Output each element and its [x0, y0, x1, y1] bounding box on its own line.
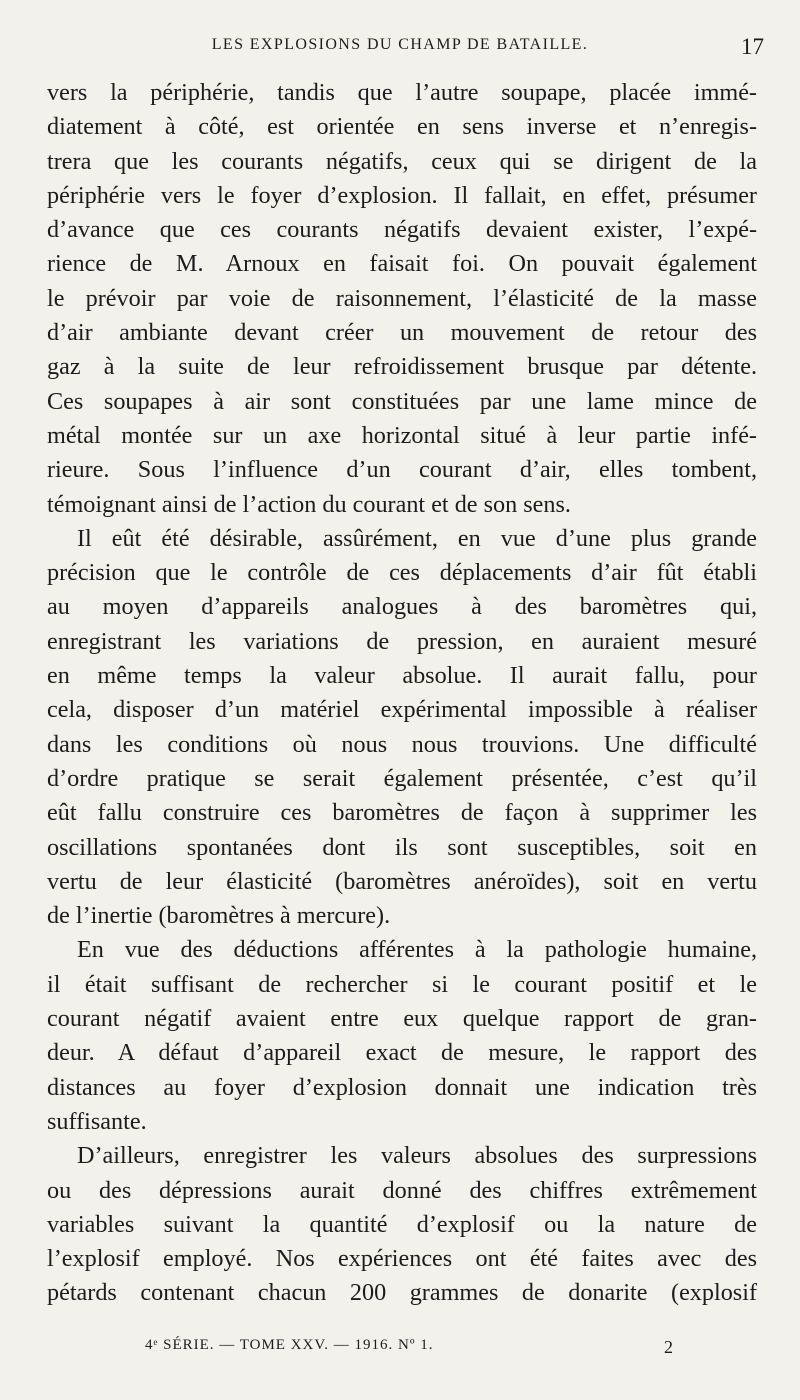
- text-line: périphérie vers le foyer d’explosion. Il fallait, en effet, présumer: [47, 181, 757, 209]
- text-line: rience de M. Arnoux en faisait foi. On pouvait également: [47, 250, 757, 278]
- text-line: d’avance que ces courants négatifs devaient exister, l’expé-: [47, 216, 757, 244]
- text-line: dans les conditions où nous nous trouvions. Une difficulté: [47, 730, 757, 758]
- text-line: oscillations spontanées dont ils sont susceptibles, soit en: [47, 833, 757, 861]
- text-line: de l’inertie (baromètres à mercure).: [47, 902, 391, 930]
- text-line: deur. A défaut d’appareil exact de mesure, le rapport des: [47, 1039, 757, 1067]
- text-line: suffisante.: [47, 1107, 147, 1135]
- text-line: d’air ambiante devant créer un mouvement de retour des: [47, 319, 757, 347]
- text-line: eût fallu construire ces baromètres de façon à supprimer les: [47, 799, 757, 827]
- text-line: vertu de leur élasticité (baromètres anéroïdes), soit en vertu: [47, 867, 757, 895]
- text-line: courant négatif avaient entre eux quelque rapport de gran-: [47, 1005, 757, 1033]
- text-line: l’explosif employé. Nos expériences ont été faites avec des: [47, 1245, 757, 1273]
- running-title: LES EXPLOSIONS DU CHAMP DE BATAILLE.: [211, 36, 589, 53]
- text-line: Il eût été désirable, assûrément, en vue d’une plus grande: [77, 524, 757, 552]
- running-head: [0, 34, 800, 60]
- text-line: vers la périphérie, tandis que l’autre soupape, placée immé-: [47, 79, 757, 106]
- text-line: au moyen d’appareils analogues à des baromètres qui,: [47, 593, 757, 621]
- text-line: en même temps la valeur absolue. Il aurait fallu, pour: [47, 662, 757, 690]
- text-line: le prévoir par voie de raisonnement, l’élasticité de la masse: [47, 284, 757, 312]
- text-line: gaz à la suite de leur refroidissement brusque par détente.: [47, 353, 757, 381]
- text-line: Ces soupapes à air sont constituées par une lame mince de: [47, 387, 757, 415]
- text-line: cela, disposer d’un matériel expérimental impossible à réaliser: [47, 696, 757, 724]
- page-footer: [0, 1337, 800, 1365]
- text-line: En vue des déductions afférentes à la pathologie humaine,: [77, 936, 757, 964]
- text-line: rieure. Sous l’influence d’un courant d’air, elles tombent,: [47, 456, 757, 484]
- body-text: [47, 76, 757, 1311]
- text-line: métal montée sur un axe horizontal situé à leur partie infé-: [47, 421, 757, 449]
- text-line: trera que les courants négatifs, ceux qui se dirigent de la: [47, 147, 757, 175]
- text-line: précision que le contrôle de ces déplacements d’air fût établi: [47, 559, 757, 587]
- series-info: 4ᵉ SÉRIE. — TOME XXV. — 1916. Nº 1.: [145, 1337, 434, 1353]
- page-number: 17: [741, 34, 764, 59]
- text-line: pétards contenant chacun 200 grammes de donarite (explosif: [47, 1279, 757, 1307]
- text-line: il était suffisant de rechercher si le courant positif et le: [47, 970, 757, 998]
- text-line: D’ailleurs, enregistrer les valeurs absolues des surpressions: [77, 1142, 757, 1170]
- text-line: témoignant ainsi de l’action du courant et de son sens.: [47, 490, 571, 518]
- text-line: d’ordre pratique se serait également présentée, c’est qu’il: [47, 764, 757, 792]
- signature-mark: 2: [664, 1337, 673, 1357]
- text-line: enregistrant les variations de pression, en auraient mesuré: [47, 627, 757, 655]
- text-line: variables suivant la quantité d’explosif ou la nature de: [47, 1210, 757, 1238]
- text-line: ou des dépressions aurait donné des chiffres extrêmement: [47, 1176, 757, 1204]
- text-line: distances au foyer d’explosion donnait une indication très: [47, 1073, 757, 1101]
- text-line: diatement à côté, est orientée en sens inverse et n’enregis-: [47, 113, 757, 141]
